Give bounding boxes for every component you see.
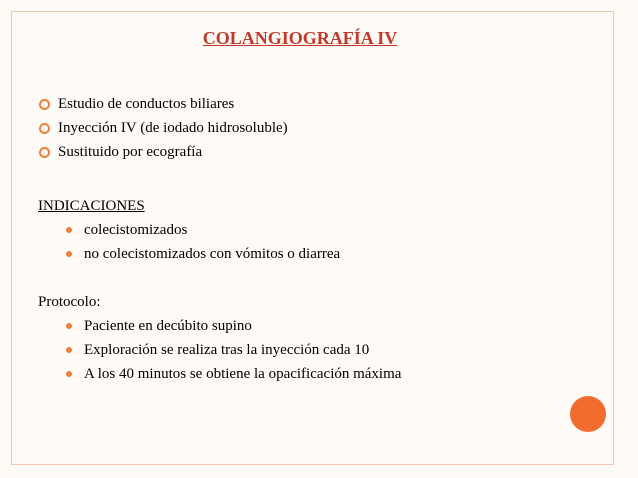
protocol-text: A los 40 minutos se obtiene la opacificación máxima: [84, 366, 402, 382]
bullet-text: Sustituido por ecografía: [58, 144, 203, 160]
protocol-item: [38, 314, 401, 338]
dot-bullet-icon: [66, 347, 72, 353]
orange-circle-decoration-icon: [570, 396, 606, 432]
indication-item: [38, 218, 340, 242]
bullet-text: Inyección IV (de iodado hidrosoluble): [58, 120, 288, 136]
hollow-circle-bullet-icon: [39, 147, 50, 158]
bullet-item: [38, 92, 288, 116]
bullet-item: [38, 140, 288, 164]
slide-title: COLANGIOGRAFÍA IV: [202, 28, 398, 48]
main-bullet-list: [38, 92, 288, 164]
protocol-item: [38, 338, 401, 362]
protocol-section: [38, 290, 401, 386]
hollow-circle-bullet-icon: [39, 123, 50, 134]
hollow-circle-bullet-icon: [39, 99, 50, 110]
protocol-text: Exploración se realiza tras la inyección cada 10: [84, 342, 370, 358]
dot-bullet-icon: [66, 323, 72, 329]
indication-item: [38, 242, 340, 266]
protocol-text: Paciente en decúbito supino: [84, 318, 252, 334]
dot-bullet-icon: [66, 227, 72, 233]
indications-section: [38, 194, 340, 266]
bullet-text: Estudio de conductos biliares: [58, 96, 235, 112]
protocol-item: [38, 362, 401, 386]
bullet-item: [38, 116, 288, 140]
dot-bullet-icon: [66, 371, 72, 377]
indications-heading: INDICACIONES: [38, 198, 145, 214]
indication-text: colecistomizados: [84, 222, 188, 238]
dot-bullet-icon: [66, 251, 72, 257]
indication-text: no colecistomizados con vómitos o diarrea: [84, 246, 341, 262]
protocol-heading: Protocolo:: [38, 294, 101, 310]
